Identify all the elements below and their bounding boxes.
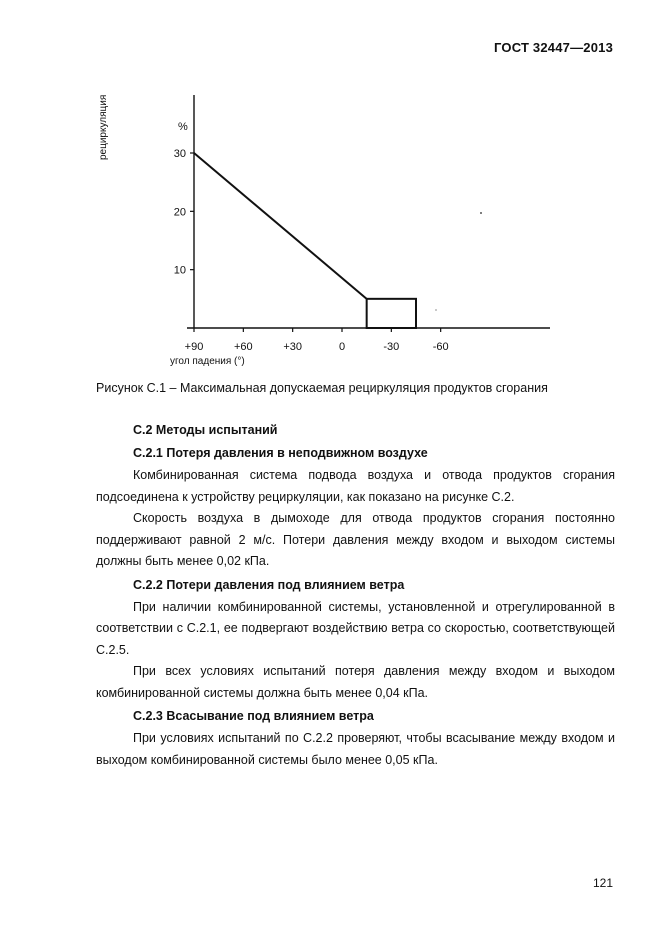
x-tick-label: 0 (338, 341, 346, 353)
y-ticks (174, 148, 194, 277)
paragraph: При наличии комбинированной системы, установленной и отрегулированной в соответствии с С.2.1, ее подвергают воздействию ветра со скоростью, соответствующей С.2.5. (96, 599, 615, 657)
paragraph: Комбинированная система подвода воздуха и отвода продуктов сгорания подсоединена к устройству рециркуляции, как показано на рисунке С.2. (96, 468, 615, 504)
page-number: 121 (592, 876, 613, 890)
x-ticks (185, 328, 449, 353)
section-heading: С.2.3 Всасывание под влиянием ветра (133, 709, 374, 723)
x-tick-label: -60 (432, 341, 449, 353)
y-unit-label: % (178, 121, 188, 133)
section-heading: С.2.2 Потери давления под влиянием ветра (133, 577, 405, 592)
y-axis-label: рециркуляция (98, 94, 109, 160)
x-axis-label: угол падения (°) (170, 356, 245, 367)
recirculation-line (194, 153, 367, 299)
paragraph: Скорость воздуха в дымоходе для отвода продуктов сгорания постоянно поддерживают равной 2 м/с. Потери давления между входом и выходом системы должны быть менее 0,02 кПа. (96, 511, 615, 568)
y-tick-label: 20 (173, 206, 186, 219)
figure-caption: Рисунок С.1 – Максимальная допускаемая рециркуляция продуктов сгорания (96, 381, 548, 395)
y-tick-label: 10 (173, 264, 186, 277)
limit-box (367, 299, 416, 328)
axes (187, 95, 550, 328)
recirculation-chart (0, 0, 661, 380)
paragraph: При всех условиях испытаний потеря давления между входом и выходом комбинированной системы должна быть менее 0,04 кПа. (96, 664, 615, 700)
x-tick-label: -30 (383, 341, 400, 353)
section-heading: С.2.1 Потеря давления в неподвижном воздухе (133, 446, 428, 460)
speck-mark (435, 309, 436, 310)
speck-mark (480, 212, 482, 214)
y-tick-label: 30 (173, 148, 186, 160)
series-layer (194, 153, 416, 328)
standard-number: ГОСТ 32447—2013 (494, 40, 613, 55)
x-tick-label: +30 (283, 341, 303, 353)
section-heading: С.2 Методы испытаний (133, 423, 278, 437)
x-tick-label: +60 (233, 341, 253, 353)
paragraph: При условиях испытаний по С.2.2 проверяют, чтобы всасывание между входом и выходом комбинированной системы было менее 0,05 кПа. (96, 731, 615, 767)
body-text (96, 419, 615, 771)
x-tick-label: +90 (184, 341, 204, 353)
